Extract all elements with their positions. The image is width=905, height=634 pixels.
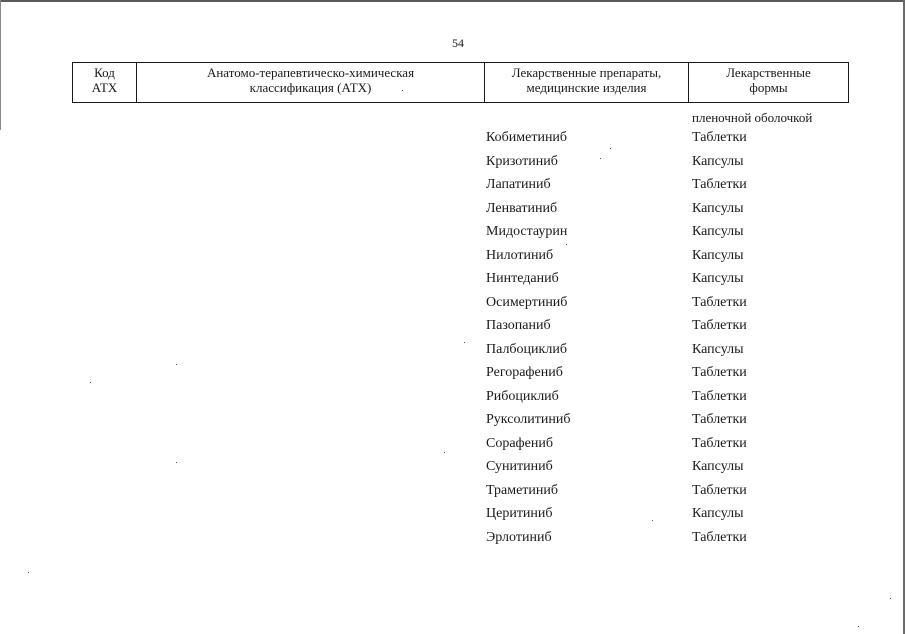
drug-name: Сорафениб	[486, 435, 553, 451]
header-cell-forms	[689, 63, 849, 103]
drug-name: Палбоциклиб	[486, 341, 567, 357]
table-row	[486, 436, 846, 460]
scan-speck	[464, 342, 465, 343]
page-number: 54	[452, 36, 464, 50]
table-row	[486, 271, 846, 295]
drug-name: Нилотиниб	[486, 247, 554, 263]
table-row	[486, 459, 846, 483]
table-row	[486, 412, 846, 436]
dosage-form: Капсулы	[692, 506, 744, 521]
drug-name: Осимертиниб	[486, 294, 568, 310]
dosage-form: Таблетки	[692, 435, 747, 451]
drug-name: Нинтеданиб	[486, 271, 559, 286]
table-row	[486, 483, 846, 507]
scan-speck	[566, 244, 567, 245]
header-cell-code	[73, 63, 137, 103]
dosage-form: Таблетки	[692, 294, 747, 310]
scan-border-top	[0, 0, 905, 2]
table-row	[486, 342, 846, 366]
header-code-label: Код АТХ	[91, 65, 118, 95]
dosage-form: Таблетки	[692, 388, 747, 404]
drug-name: Рибоциклиб	[486, 388, 559, 404]
dosage-form: Капсулы	[692, 153, 744, 169]
table-row	[486, 154, 846, 178]
dosage-form: Таблетки	[692, 177, 747, 192]
dosage-form: Таблетки	[692, 412, 747, 427]
table-row	[486, 248, 846, 272]
scan-border-left	[0, 0, 1, 130]
dosage-form: Таблетки	[692, 529, 747, 545]
drug-name: Лапатиниб	[486, 177, 551, 192]
table-row	[486, 530, 846, 554]
scan-speck	[600, 158, 601, 159]
scan-speck	[402, 90, 403, 91]
dosage-form: Капсулы	[692, 341, 744, 357]
drug-name: Кризотиниб	[486, 153, 558, 169]
dosage-form: Таблетки	[692, 482, 747, 498]
dosage-form: Капсулы	[692, 459, 744, 474]
table-row	[486, 365, 846, 389]
table-row	[486, 506, 846, 530]
drug-name: Сунитиниб	[486, 459, 553, 474]
dosage-form: Капсулы	[692, 224, 744, 239]
header-row	[73, 63, 849, 103]
dosage-form: Таблетки	[692, 130, 747, 145]
header-classification-label: Анатомо-терапевтическо-химическая классификация (АТХ)	[206, 65, 415, 95]
scan-speck	[176, 462, 177, 463]
dosage-form: Капсулы	[692, 271, 744, 286]
scan-speck	[444, 452, 445, 453]
drug-name: Траметиниб	[486, 482, 559, 498]
header-drugs-label: Лекарственные препараты, медицинские изделия	[511, 65, 662, 95]
drug-name: Кобиметиниб	[486, 130, 568, 145]
table-row	[486, 224, 846, 248]
drug-name: Пазопаниб	[486, 318, 551, 333]
dosage-form: Таблетки	[692, 365, 747, 380]
drug-name: Мидостаурин	[486, 224, 568, 239]
drug-list	[486, 130, 846, 553]
carry-over-text: пленочной оболочкой	[692, 110, 813, 125]
scan-speck	[890, 598, 891, 599]
drug-name: Церитиниб	[486, 506, 553, 521]
dosage-form: Капсулы	[692, 200, 744, 216]
scan-speck	[90, 382, 91, 383]
scan-speck	[858, 626, 859, 627]
header-cell-classification	[137, 63, 485, 103]
header-forms-label: Лекарственные формы	[726, 65, 811, 95]
table-row	[486, 177, 846, 201]
dosage-form: Таблетки	[692, 318, 747, 333]
drug-name: Эрлотиниб	[486, 529, 552, 545]
scan-speck	[176, 364, 177, 365]
table-header	[72, 62, 849, 103]
scan-speck	[610, 148, 611, 149]
table-row	[486, 389, 846, 413]
drug-name: Ленватиниб	[486, 200, 558, 216]
scan-speck	[28, 572, 29, 573]
table-row	[486, 295, 846, 319]
table-row	[486, 201, 846, 225]
table-row	[486, 130, 846, 154]
drug-name: Регорафениб	[486, 365, 563, 380]
scan-speck	[652, 520, 653, 521]
table-row	[486, 318, 846, 342]
dosage-form: Капсулы	[692, 247, 744, 263]
header-cell-drugs	[485, 63, 689, 103]
drug-name: Руксолитиниб	[486, 412, 571, 427]
